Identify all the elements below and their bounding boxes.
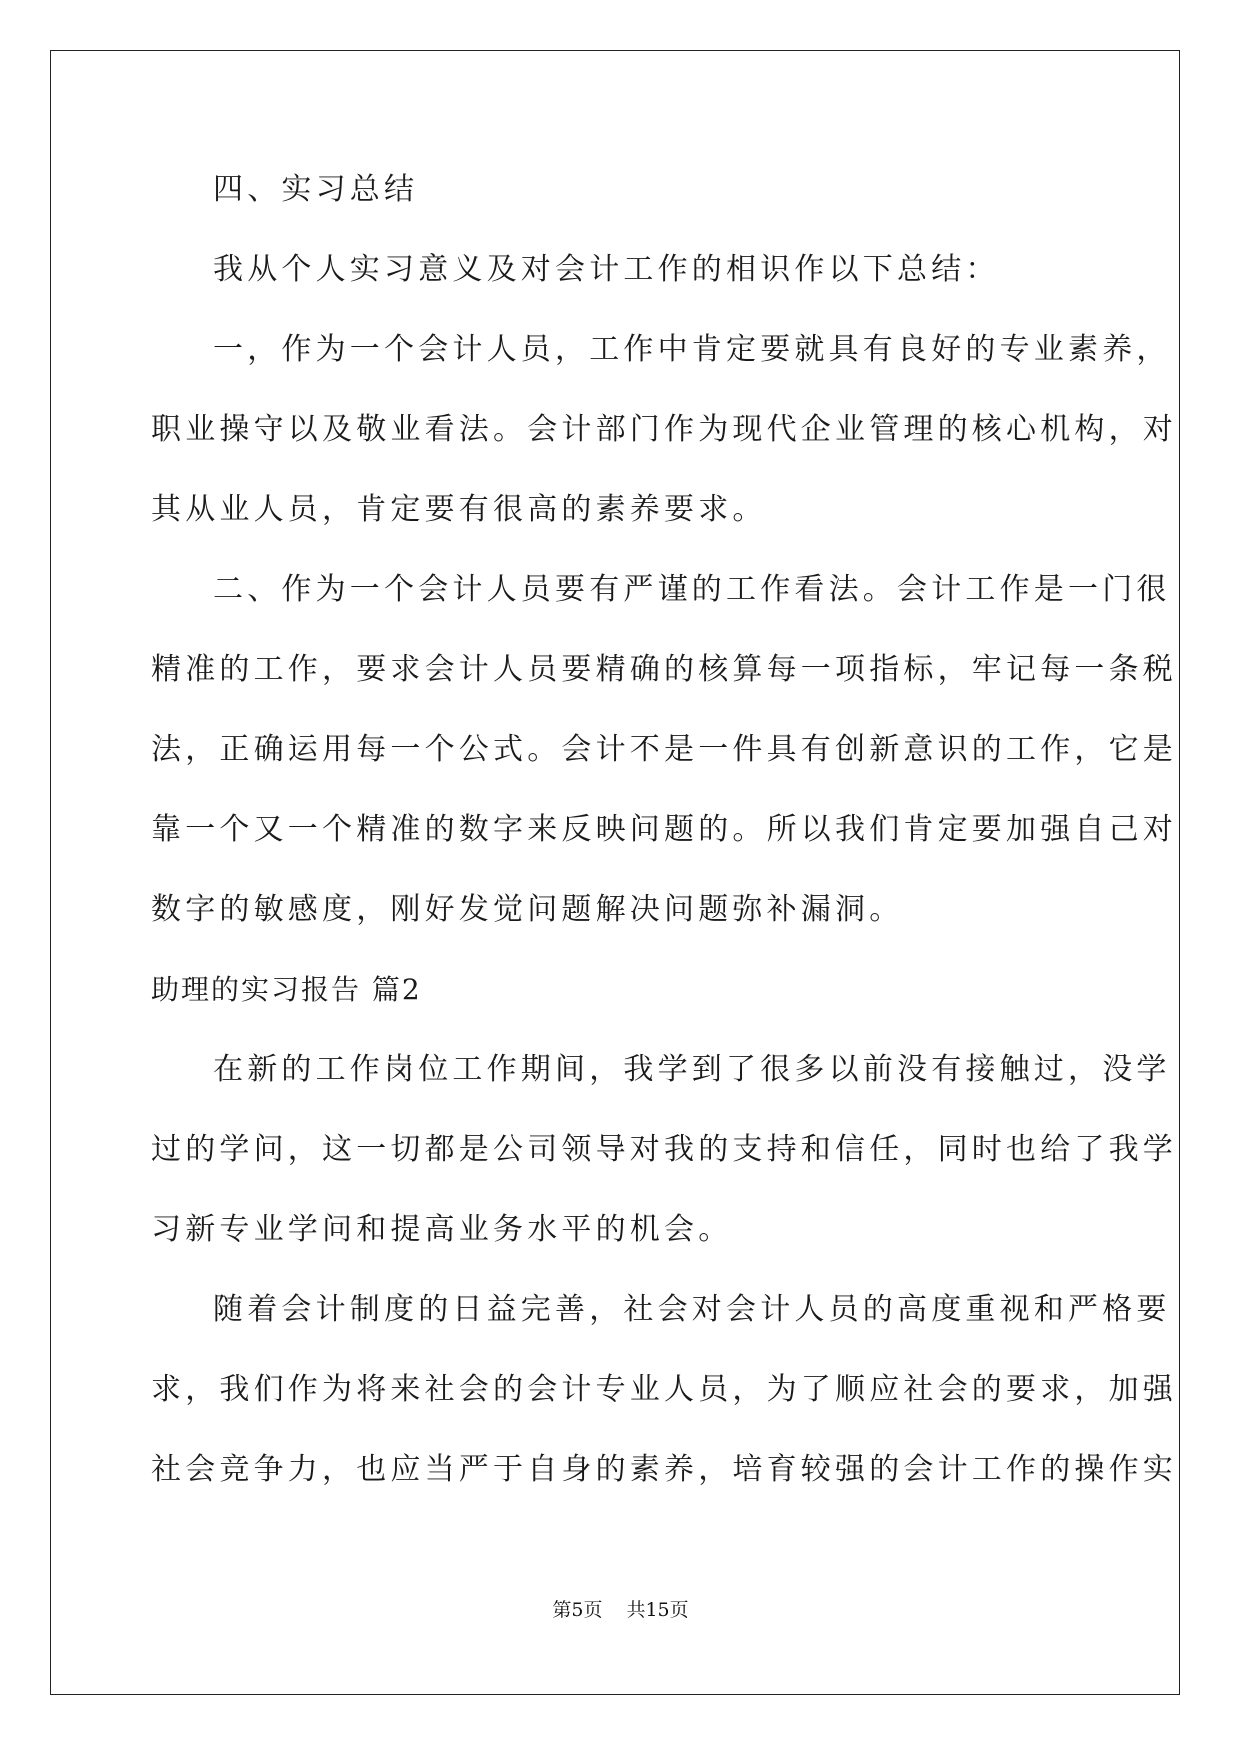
paragraph-line: 社会竞争力，也应当严于自身的素养，培育较强的会计工作的操作实 — [151, 1452, 1177, 1487]
paragraph-line: 在新的工作岗位工作期间，我学到了很多以前没有接触过，没学 — [213, 1052, 1171, 1087]
paragraph-line: 过的学问，这一切都是公司领导对我的支持和信任，同时也给了我学 — [151, 1132, 1177, 1167]
paragraph-line: 二、作为一个会计人员要有严谨的工作看法。会计工作是一门很 — [213, 572, 1171, 607]
page-number: 第5页 — [552, 1599, 603, 1621]
heading-internship-summary: 四、实习总结 — [213, 172, 419, 207]
page-total: 共15页 — [626, 1599, 689, 1621]
paragraph-line: 我从个人实习意义及对会计工作的相识作以下总结： — [213, 252, 1000, 287]
paragraph-line: 法，正确运用每一个公式。会计不是一件具有创新意识的工作，它是 — [151, 732, 1177, 767]
paragraph-line: 数字的敏感度，刚好发觉问题解决问题弥补漏洞。 — [151, 892, 904, 927]
paragraph-line: 其从业人员，肯定要有很高的素养要求。 — [151, 492, 767, 527]
page-footer — [0, 1598, 1241, 1622]
paragraph-line: 求，我们作为将来社会的会计专业人员，为了顺应社会的要求，加强 — [151, 1372, 1177, 1407]
paragraph-line: 职业操守以及敬业看法。会计部门作为现代企业管理的核心机构，对 — [151, 412, 1177, 447]
paragraph-line: 随着会计制度的日益完善，社会对会计人员的高度重视和严格要 — [213, 1292, 1171, 1327]
paragraph-line: 一，作为一个会计人员，工作中肯定要就具有良好的专业素养， — [213, 332, 1171, 367]
paragraph-line: 精准的工作，要求会计人员要精确的核算每一项指标，牢记每一条税 — [151, 652, 1177, 687]
page-border — [50, 50, 1180, 1695]
paragraph-line: 习新专业学问和提高业务水平的机会。 — [151, 1212, 733, 1247]
paragraph-line: 靠一个又一个精准的数字来反映问题的。所以我们肯定要加强自己对 — [151, 812, 1177, 847]
section-title: 助理的实习报告 篇2 — [151, 973, 422, 1006]
